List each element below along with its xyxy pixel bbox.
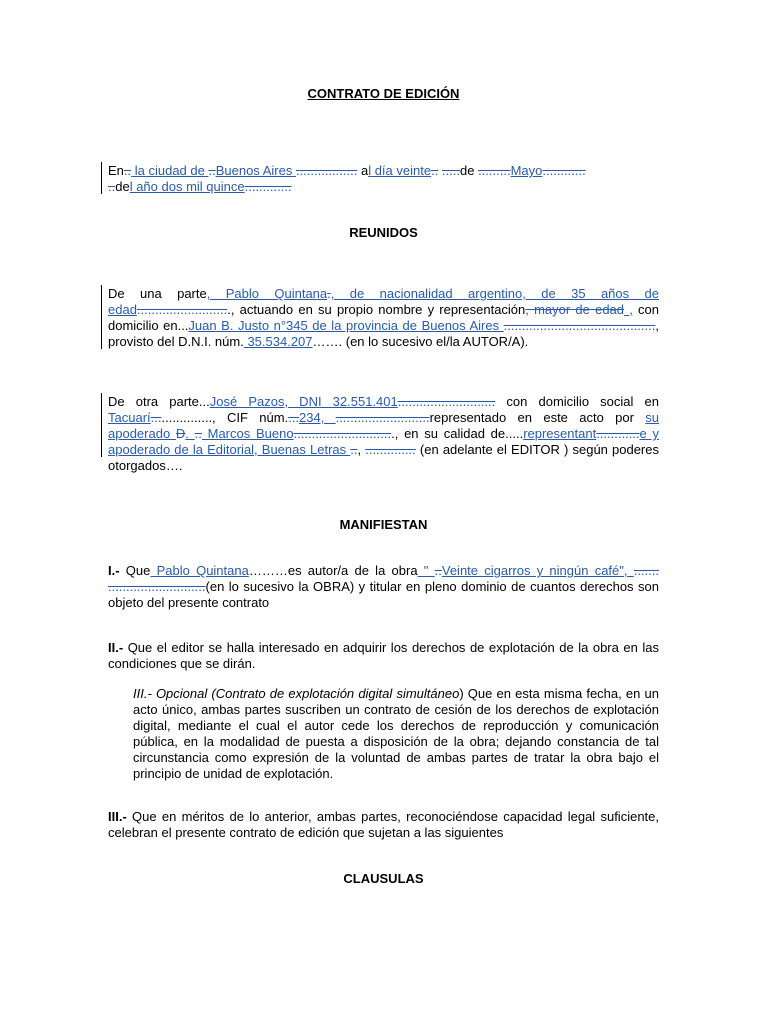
text-run: En <box>108 163 124 178</box>
text-run: De otra parte... <box>108 394 210 409</box>
inserted-text: Buenos Aires <box>215 163 296 178</box>
deleted-text: ..... <box>441 163 460 178</box>
deleted-text: .. <box>431 163 439 178</box>
text-run: .............., CIF núm. <box>161 410 289 425</box>
deleted-text: ......................... <box>136 302 228 317</box>
inserted-text: , <box>624 302 633 317</box>
inserted-text: la ciudad de <box>131 163 209 178</box>
inserted-text: " <box>417 563 435 578</box>
deleted-text: ................. <box>295 163 358 178</box>
text-run: a <box>357 163 369 178</box>
clause-ii-paragraph <box>108 640 659 672</box>
inserted-text: Tacuarí <box>108 410 151 425</box>
text-run: ) Que en esta misma fecha, en un acto único, ambas partes suscriben un contrato de cesión de los derechos de explotación digital, mediante el cual el autor cede los derechos de reproducción y comunicación pública, en la modalidad de puesta a disposición de la obra; dejando constancia de tal circunstancia como expresión de la voluntad de ambas partes de tratar la obra bajo el principio de unidad de explotación. <box>133 686 659 781</box>
deleted-text: ........ <box>244 179 274 194</box>
inserted-text: José Pazos, DNI 32.551.401 <box>209 394 398 409</box>
deleted-text: ............ <box>596 426 640 441</box>
text-run: ., actuando en su propio nombre y representación <box>227 302 526 317</box>
change-bar <box>101 393 102 457</box>
deleted-text: D <box>175 426 186 441</box>
section-heading-reunidos: REUNIDOS <box>349 225 418 240</box>
inserted-text: Pablo Quintana <box>150 563 249 578</box>
deleted-text: ........................... <box>293 426 392 441</box>
change-bar <box>101 285 102 349</box>
deleted-text: .............. <box>365 442 416 457</box>
section-heading-manifiestan: MANIFIESTAN <box>339 517 428 532</box>
text-run: , <box>357 442 366 457</box>
text-run: representado en este acto por <box>429 410 646 425</box>
inserted-text: Marcos Bueno <box>201 426 294 441</box>
inserted-text: representant <box>523 426 597 441</box>
deleted-text: ... <box>288 410 300 425</box>
deleted-text: ..... <box>273 179 292 194</box>
text-run: de <box>115 179 130 194</box>
deleted-text: .. <box>434 563 442 578</box>
deleted-text: .. <box>123 163 132 178</box>
text-run: Que en méritos de lo anterior, ambas partes, reconociéndose capacidad legal suficiente, celebran el presente contrato de edición que sujetan a las siguientes <box>108 809 659 840</box>
deleted-text: . <box>327 286 331 301</box>
deleted-text: ........................... <box>397 394 496 409</box>
deleted-text: ....... <box>633 563 660 578</box>
inserted-text: 35.534.207 <box>243 334 313 349</box>
deleted-text: .. <box>350 442 358 457</box>
optional-clause-label: III.- Opcional (Contrato de explotación digital simultáneo <box>133 686 460 701</box>
deleted-text: ........................... <box>108 579 206 594</box>
text-run: de <box>459 163 479 178</box>
change-bar <box>101 162 102 194</box>
inserted-text: Veinte cigarros y ningún café", <box>441 563 634 578</box>
text-run: ………es autor/a de la obra <box>248 563 418 578</box>
text-run: ., en su calidad de..... <box>391 426 524 441</box>
deleted-text: ............ <box>542 163 586 178</box>
text-run: De una parte <box>108 286 207 301</box>
inserted-text: e y apoderado de la Editorial, Buenas Letras <box>108 426 659 457</box>
text-run: (en lo sucesivo la OBRA) y titular en pleno dominio de cuantos derechos son objeto del presente contrato <box>108 579 659 610</box>
inserted-text: l año dos mil quince <box>129 179 245 194</box>
deleted-text: .. <box>208 163 216 178</box>
text-run: ……. (en lo sucesivo el/la AUTOR/A). <box>312 334 529 349</box>
inserted-text: , Pablo Quintana <box>206 286 328 301</box>
inserted-text: . <box>185 426 195 441</box>
deleted-text: ......... <box>478 163 511 178</box>
deleted-text: .. <box>194 426 202 441</box>
text-run: con domicilio en... <box>108 302 660 333</box>
text-run: (en adelante el EDITOR ) según poderes otorgados…. <box>108 442 659 473</box>
inserted-text: Mayo <box>510 163 543 178</box>
deleted-text: .......................................... <box>503 318 656 333</box>
second-party-paragraph <box>108 394 659 474</box>
text-run: , provisto del D.N.I. núm. <box>108 318 659 349</box>
inserted-text: Juan B. Justo n°345 de la provincia de Buenos Aires <box>188 318 504 333</box>
text-run: Que <box>119 563 151 578</box>
inserted-text: , de nacionalidad argentino, de 35 años de edad <box>108 286 659 317</box>
deleted-text: , mayor de edad <box>525 302 625 317</box>
deleted-text: ... <box>150 410 162 425</box>
text-run: Que el editor se halla interesado en adquirir los derechos de explotación de la obra en las condiciones que se dirán. <box>108 640 659 671</box>
text-run: con domicilio social en <box>495 394 659 409</box>
place-date-paragraph <box>108 163 659 195</box>
clause-number: I.- <box>108 563 120 578</box>
clause-i-paragraph <box>108 563 659 611</box>
clause-number: II.- <box>108 640 124 655</box>
clause-number: III.- <box>108 809 127 824</box>
clause-iii-optional-paragraph <box>133 686 659 782</box>
inserted-text: su apoderado <box>108 410 660 441</box>
document-title: CONTRATO DE EDICIÓN <box>307 86 460 101</box>
deleted-text: .. <box>108 179 116 194</box>
deleted-text: .......................... <box>335 410 430 425</box>
first-party-paragraph <box>108 286 659 350</box>
inserted-text: 234, <box>299 410 336 425</box>
section-heading-clausulas: CLAUSULAS <box>343 871 424 886</box>
inserted-text: l día veinte <box>368 163 432 178</box>
clause-iii-paragraph <box>108 809 659 841</box>
